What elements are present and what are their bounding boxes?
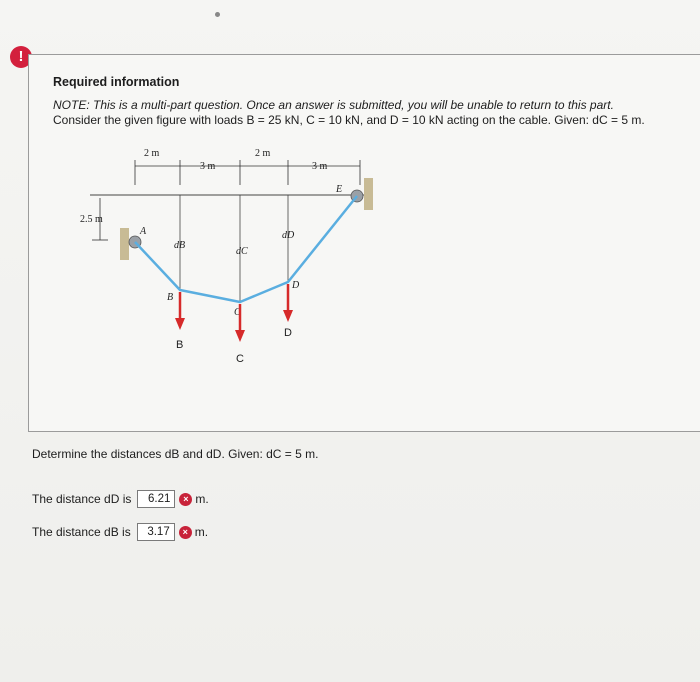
dimension-label: 3 m <box>312 161 328 172</box>
problem-statement: Consider the given figure with loads B = 25 kN, C = 10 kN, and D = 10 kN acting on the cable. Given: dC = 5 m. <box>53 113 645 127</box>
incorrect-icon: × <box>179 493 192 506</box>
answer-row-dB <box>32 522 208 542</box>
required-information-title: Required information <box>53 75 180 89</box>
point-label-D: D <box>292 280 300 291</box>
answer-label: The distance dD is <box>32 492 132 506</box>
load-label-D: D <box>284 327 292 339</box>
note-line: NOTE: This is a multi-part question. Once an answer is submitted, you will be unable to return to this part. <box>53 98 614 112</box>
answer-input-dD[interactable]: 6.21 <box>137 490 175 508</box>
sag-label-dD: dD <box>282 230 295 241</box>
incorrect-icon: × <box>179 526 192 539</box>
problem-note <box>53 98 683 128</box>
load-arrow-D <box>283 310 293 322</box>
answer-row-dD <box>32 489 209 509</box>
answer-label: The distance dB is <box>32 525 131 539</box>
load-label-C: C <box>236 353 244 365</box>
left-support <box>120 228 129 260</box>
load-label-B: B <box>176 339 184 351</box>
point-label-B: B <box>167 292 174 303</box>
answer-input-dB[interactable]: 3.17 <box>137 523 175 541</box>
alert-icon: ! <box>10 46 32 68</box>
answer-unit: m. <box>194 525 209 539</box>
load-arrow-B <box>175 318 185 330</box>
answer-unit: m. <box>195 492 209 506</box>
point-label-E: E <box>336 184 343 195</box>
cable-figure <box>70 140 390 370</box>
question-text: Determine the distances dB and dD. Given: dC = 5 m. <box>32 447 319 461</box>
right-support <box>364 178 373 210</box>
point-label-C: C <box>234 307 241 318</box>
dimension-label: 3 m <box>200 161 216 172</box>
sag-label-dB: dB <box>174 240 186 251</box>
dimension-label-left: 2.5 m <box>80 214 103 225</box>
sag-label-dC: dC <box>236 246 248 257</box>
dimension-label: 2 m <box>255 148 271 159</box>
load-arrow-C <box>235 330 245 342</box>
dimension-label: 2 m <box>144 148 160 159</box>
decorative-dot <box>215 12 220 17</box>
point-label-A: A <box>140 226 147 237</box>
